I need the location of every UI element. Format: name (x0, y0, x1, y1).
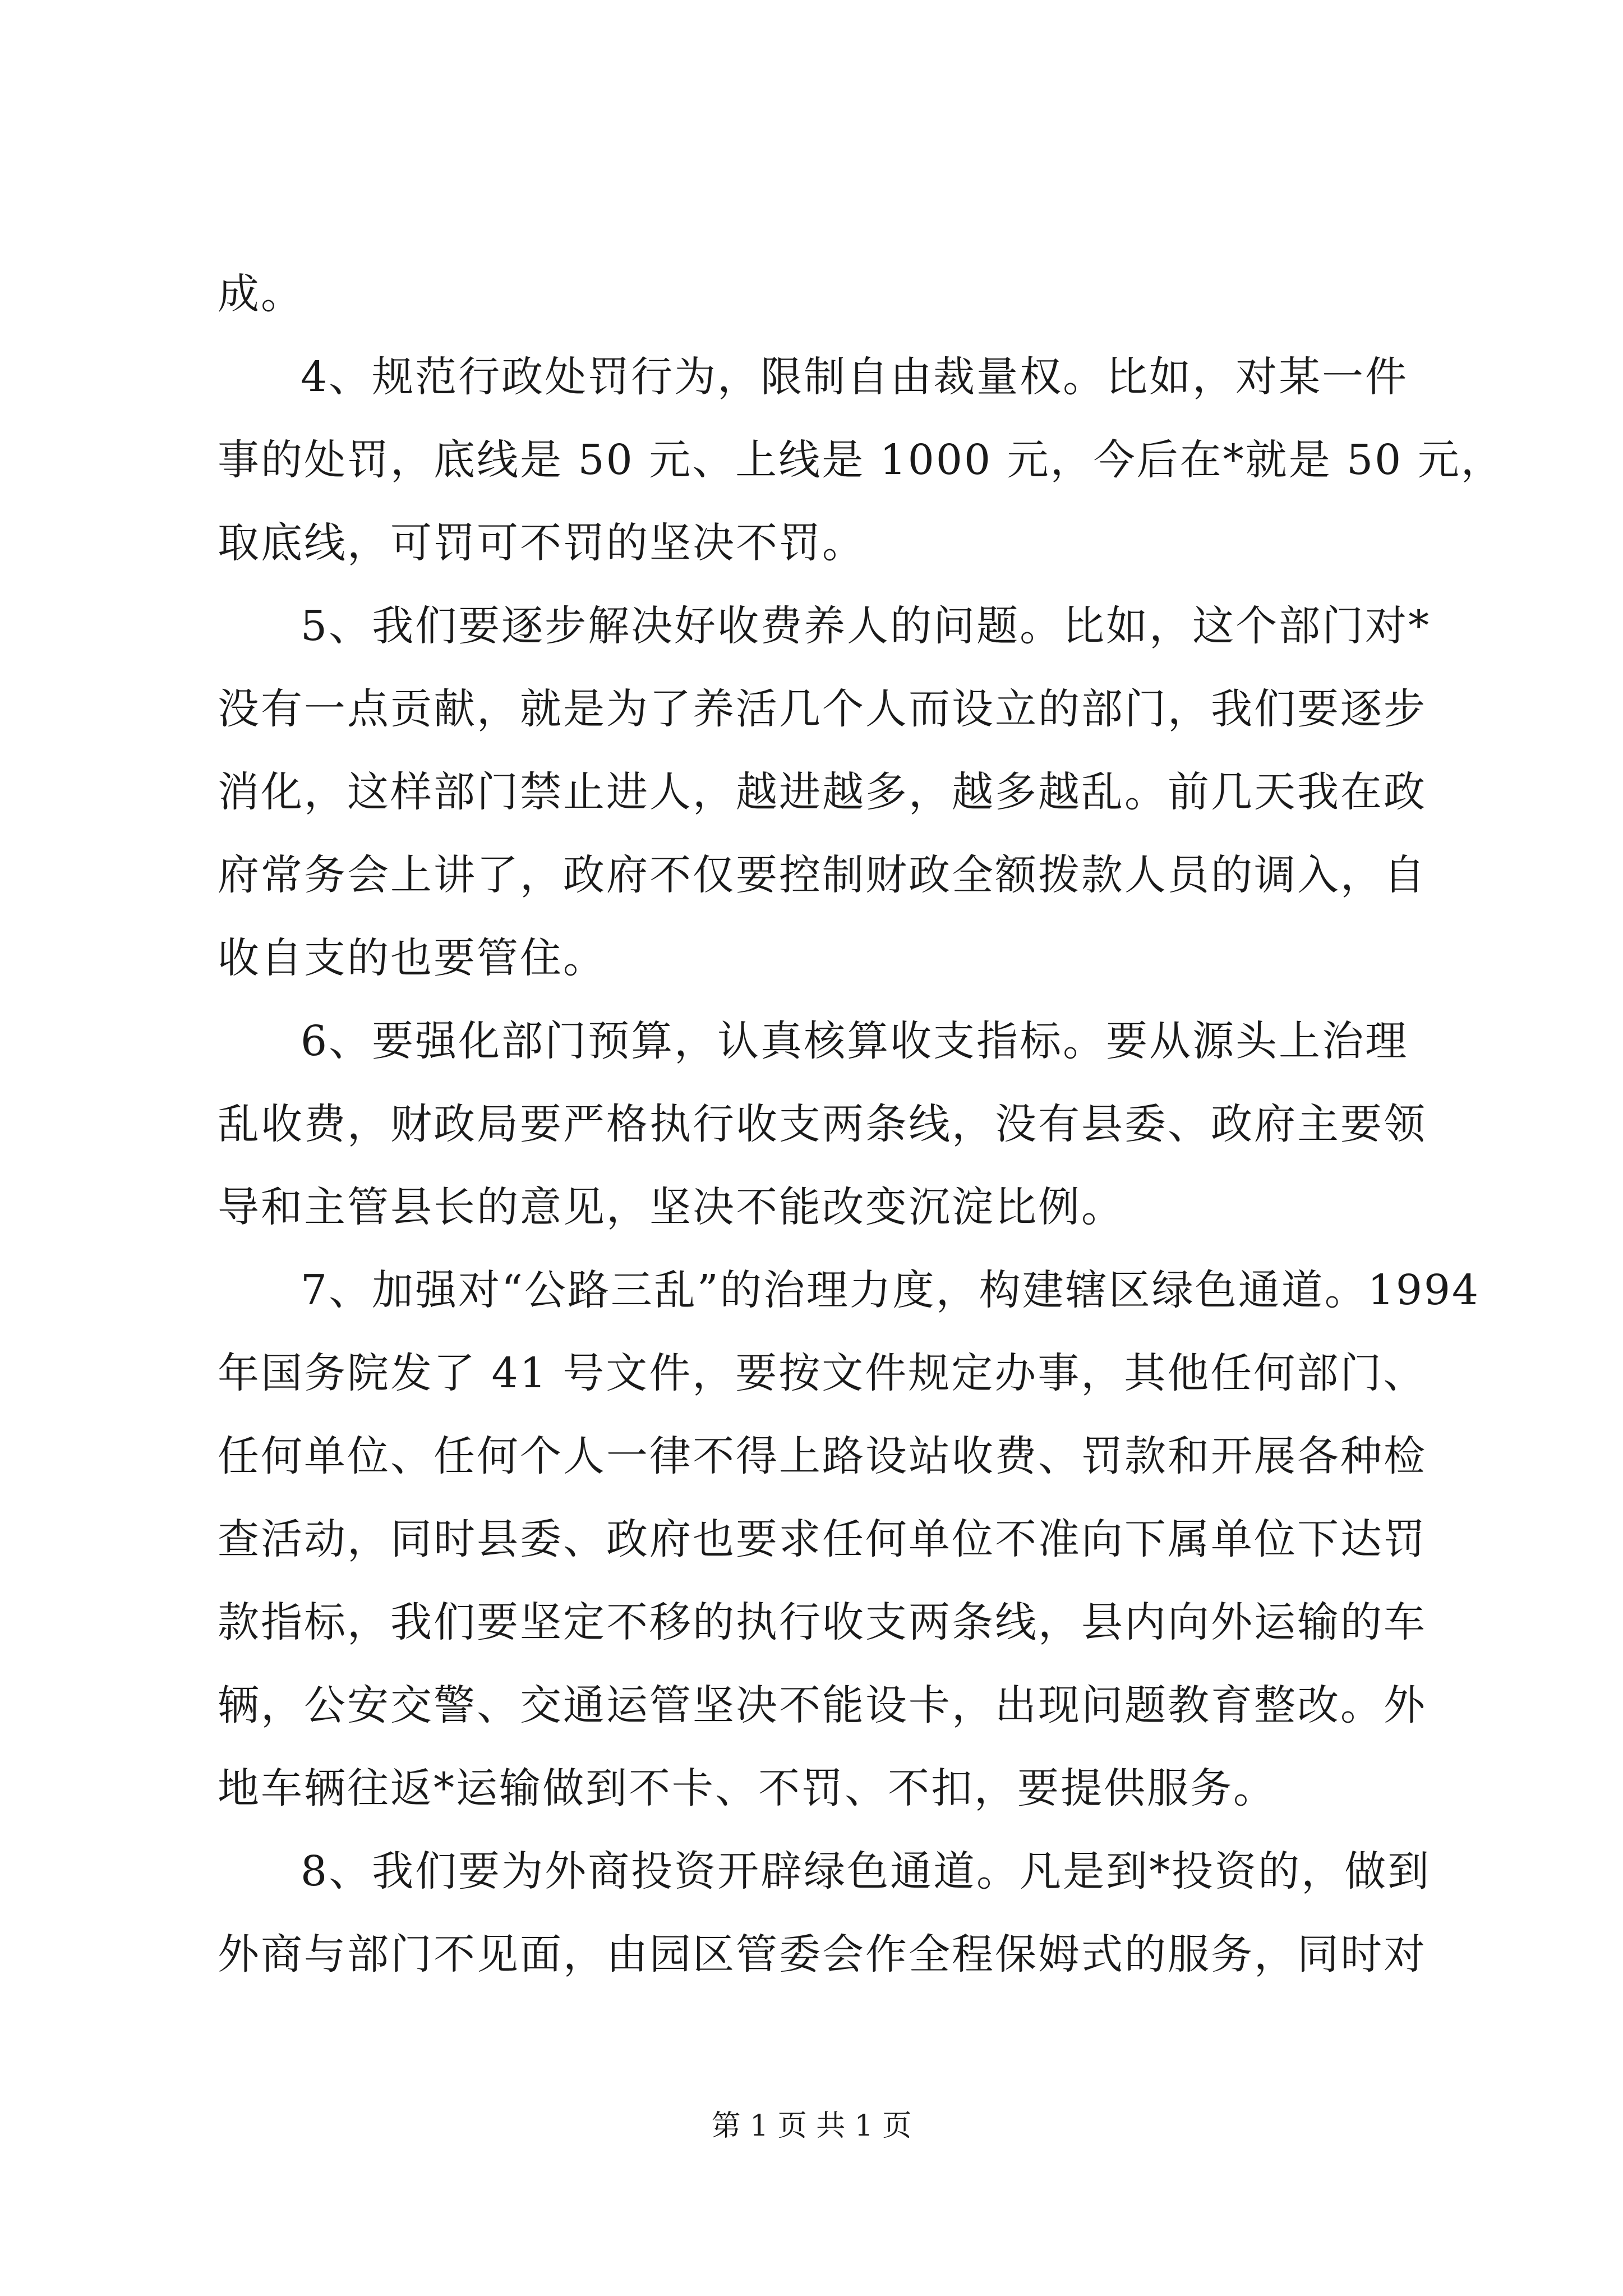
text-line: 收自支的也要管住。 (218, 934, 606, 982)
text-line: 导和主管县长的意见，坚决不能改变沉淀比例。 (218, 1183, 1124, 1231)
text-line: 没有一点贡献，就是为了养活几个人而设立的部门，我们要逐步 (218, 685, 1427, 733)
text-line: 年国务院发了 41 号文件，要按文件规定办事，其他任何部门、 (218, 1349, 1427, 1397)
document-body (218, 252, 1504, 1996)
text-line: 外商与部门不见面，由园区管委会作全程保姆式的服务，同时对 (218, 1930, 1427, 1978)
text-line: 成。 (218, 270, 304, 318)
text-line: 辆，公安交警、交通运管坚决不能设卡，出现问题教育整改。外 (218, 1681, 1427, 1729)
text-line: 4、规范行政处罚行为，限制自由裁量权。比如，对某一件 (301, 353, 1409, 401)
text-line: 事的处罚，底线是 50 元、上线是 1000 元，今后在*就是 50 元， (218, 436, 1504, 484)
text-line: 7、加强对“公路三乱”的治理力度，构建辖区绿色通道。1994 (301, 1266, 1481, 1314)
text-line: 消化，这样部门禁止进人，越进越多，越多越乱。前几天我在政 (218, 768, 1427, 816)
text-line: 8、我们要为外商投资开辟绿色通道。凡是到*投资的，做到 (301, 1847, 1431, 1895)
text-line: 府常务会上讲了，政府不仅要控制财政全额拨款人员的调入，自 (218, 851, 1427, 899)
text-line: 取底线，可罚可不罚的坚决不罚。 (218, 519, 865, 567)
text-line: 查活动，同时县委、政府也要求任何单位不准向下属单位下达罚 (218, 1515, 1427, 1563)
text-line: 任何单位、任何个人一律不得上路设站收费、罚款和开展各种检 (218, 1432, 1427, 1480)
text-line: 乱收费，财政局要严格执行收支两条线，没有县委、政府主要领 (218, 1100, 1427, 1148)
text-line: 5、我们要逐步解决好收费养人的问题。比如，这个部门对* (301, 602, 1431, 650)
text-line: 6、要强化部门预算，认真核算收支指标。要从源头上治理 (301, 1017, 1409, 1065)
text-line: 款指标，我们要坚定不移的执行收支两条线，县内向外运输的车 (218, 1598, 1427, 1646)
page-footer: 第 1 页 共 1 页 (711, 2109, 912, 2143)
text-line: 地车辆往返*运输做到不卡、不罚、不扣，要提供服务。 (218, 1764, 1276, 1812)
